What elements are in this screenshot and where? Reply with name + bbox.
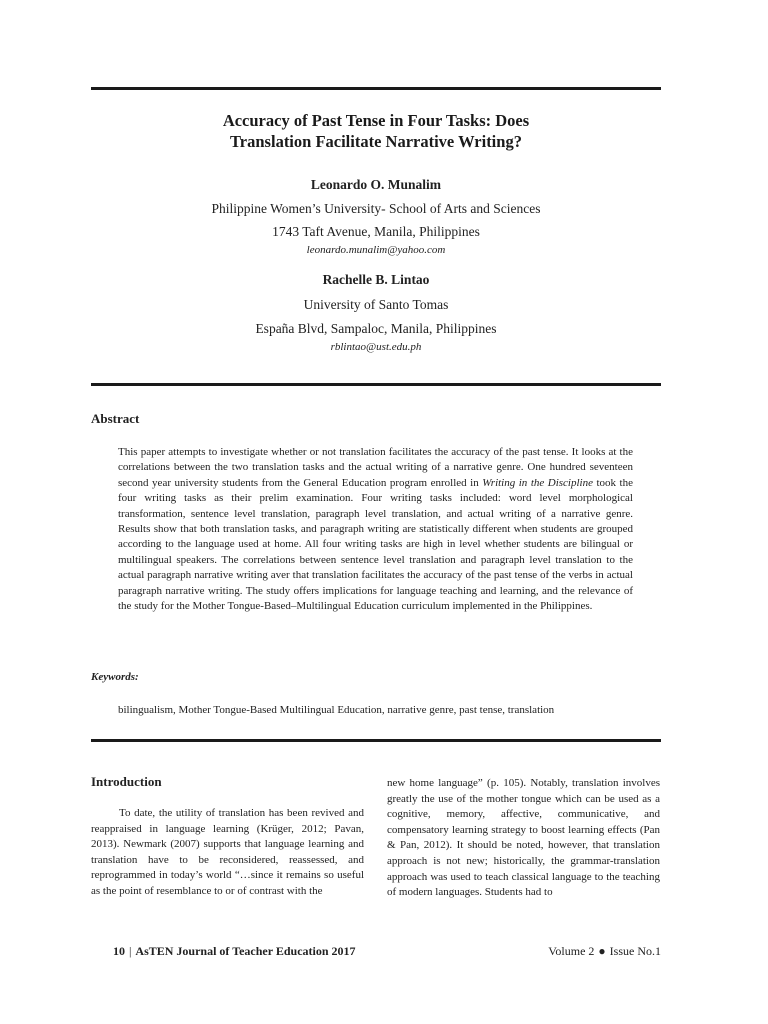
- abstract-text-part-2: took the four writing tasks as their prelim examination. Four writing tasks included: word level morphological transformation, sentence level translation, paragraph level translation, and actual writing of a narrative genre. Results show that both translation tasks, and paragraph writing are statistically different when students are grouped according to the language used at home. All four writing tasks are high in level whether students are bilingual or multilingual speakers. The correlations between sentence level translation and paragraph level translation to the actual paragraph narrative writing aver that translation facilitates the accuracy of the past tense of the verbs in actual paragraph narrative writing. The study offers implications for language teaching and learning, and the relevance of the study for the Mother Tongue-Based–Multilingual Education curriculum implemented in the Philippines.: [118, 476, 633, 613]
- title-line-1: Accuracy of Past Tense in Four Tasks: Does: [222, 111, 530, 130]
- abstract-text-part-1: This paper attempts to investigate whether or not translation facilitates the accuracy of the past tense. It looks at the correlations between the two translation tasks and the actual writing of a narrative genre. One hundred seventeen second year university students from the General Education program enrolled in: [118, 446, 633, 489]
- volume-label: Volume 2: [548, 944, 595, 958]
- header-bottom-rule: [91, 383, 661, 386]
- footer-separator: |: [129, 944, 132, 958]
- bullet-icon: ●: [598, 944, 606, 958]
- introduction-column-right: new home language” (p. 105). Notably, translation involves greatly the use of the mother tongue which can be used as a cognitive, memory, affective, communicative, and compensatory learning strategy to boost learning effects (Pan & Pan, 2012). It should be noted, however, that translation approach is not new; historically, the grammar-translation approach was used to teach classical language to the teaching of modern languages. Students had to: [387, 777, 660, 899]
- introduction-heading: Introduction: [91, 774, 162, 789]
- footer-right: [548, 944, 661, 959]
- page-number: 10: [113, 944, 125, 958]
- abstract-course-title: Writing in the Discipline: [482, 476, 593, 489]
- paper-title: [91, 110, 661, 152]
- issue-label: Issue No.1: [609, 944, 661, 958]
- introduction-column-left: To date, the utility of translation has been revived and reappraised in language learning (Krüger, 2012; Pavan, 2013). Newmark (2007) supports that language learning and translation have to be reconsidered, reassessed, and reprogrammed in today’s world “…since it remains so useful as the point of resemblance to or of contrast with the: [91, 807, 364, 897]
- abstract-bottom-rule: [91, 739, 661, 742]
- footer-left: [113, 944, 356, 959]
- journal-name: AsTEN Journal of Teacher Education 2017: [135, 944, 356, 958]
- top-rule: [91, 87, 661, 90]
- author-2-affiliation: University of Santo Tomas: [303, 297, 449, 312]
- author-1-address: 1743 Taft Avenue, Manila, Philippines: [272, 224, 480, 239]
- title-line-2: Translation Facilitate Narrative Writing?: [230, 132, 522, 151]
- abstract-text: [118, 445, 633, 614]
- author-2-address: España Blvd, Sampaloc, Manila, Philippines: [255, 321, 497, 336]
- keywords-list: bilingualism, Mother Tongue-Based Multilingual Education, narrative genre, past tense, translation: [118, 704, 555, 716]
- abstract-heading: Abstract: [91, 411, 140, 426]
- author-1-name: Leonardo O. Munalim: [310, 177, 442, 192]
- author-1-email: leonardo.munalim@yahoo.com: [306, 244, 446, 256]
- author-1-affiliation: Philippine Women’s University- School of Arts and Sciences: [211, 201, 541, 216]
- keywords-heading: Keywords:: [91, 671, 139, 683]
- author-2-name: Rachelle B. Lintao: [322, 272, 430, 287]
- author-2-email: rblintao@ust.edu.ph: [330, 341, 422, 353]
